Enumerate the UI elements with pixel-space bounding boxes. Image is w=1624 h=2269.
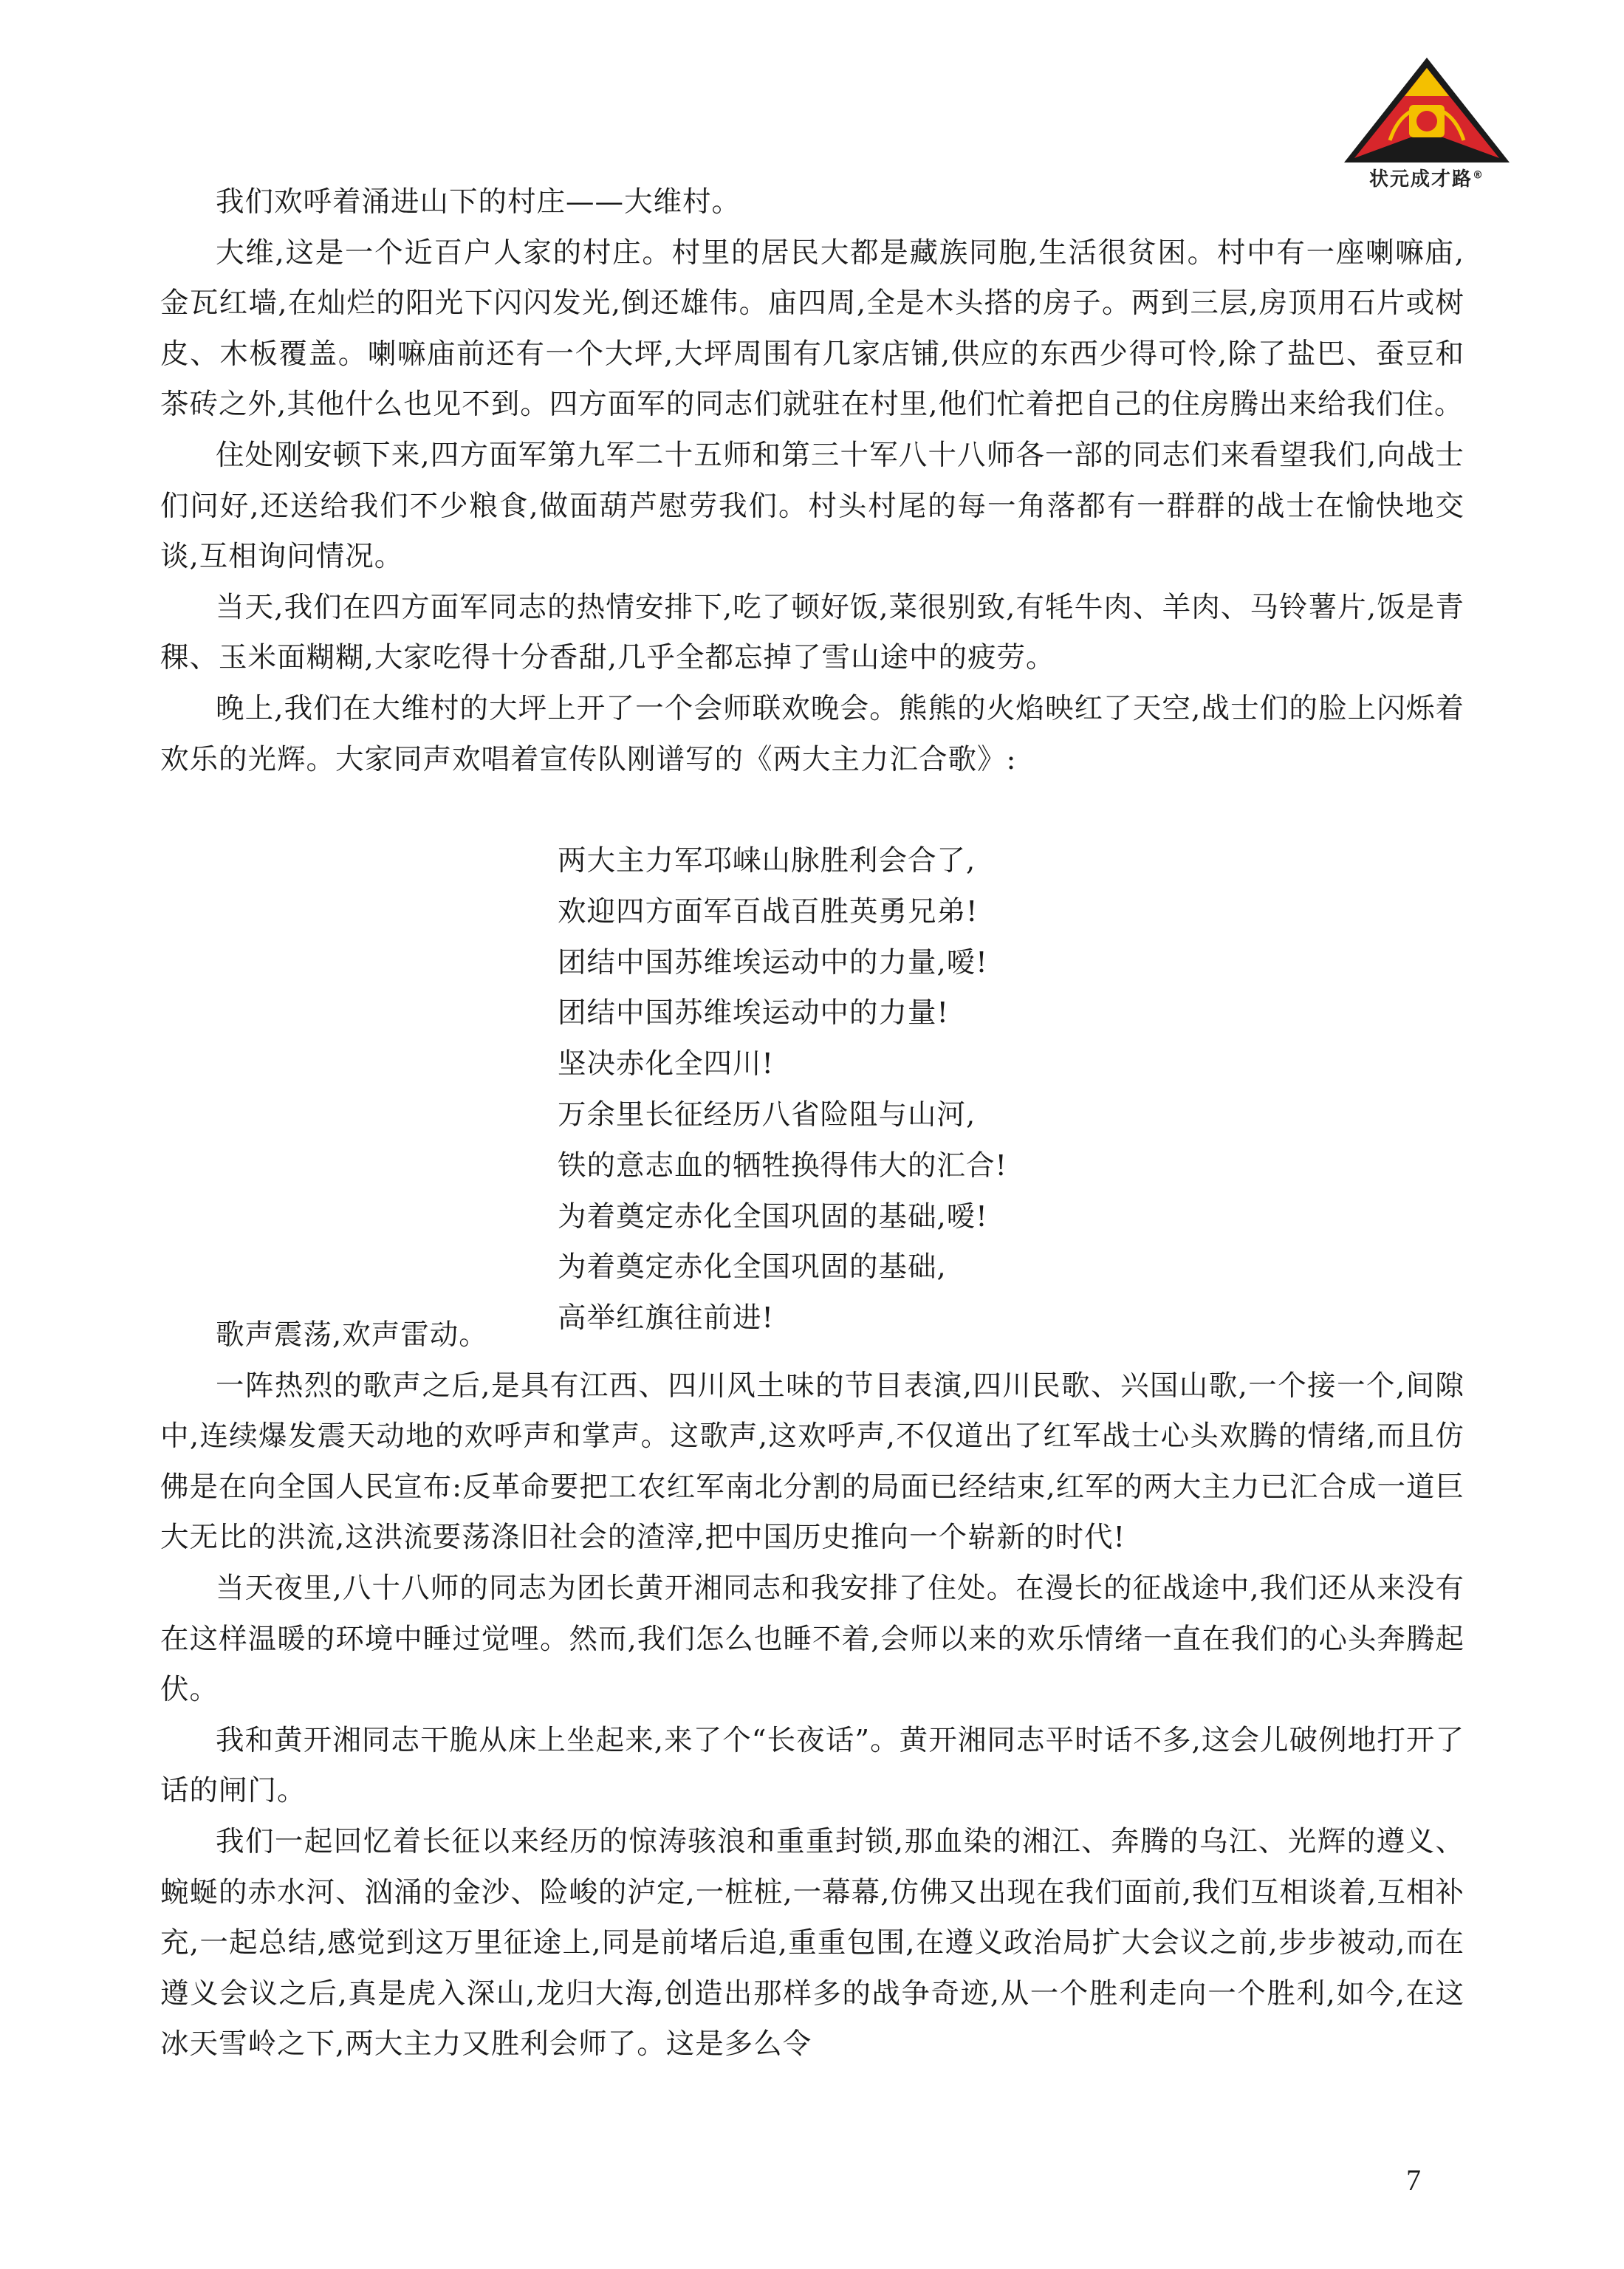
song-line: 坚决赤化全四川! [558, 1047, 774, 1081]
song-line: 两大主力军邛崃山脉胜利会合了, [558, 844, 976, 877]
song-line: 为着奠定赤化全国巩固的基础, [558, 1250, 947, 1284]
paragraph: 我和黄开湘同志干脆从床上坐起来,来了个“长夜话”。黄开湘同志平时话不多,这会儿破例地打开了话的闸门。 [160, 1723, 1464, 1808]
song-line: 万余里长征经历八省险阻与山河, [558, 1098, 976, 1132]
paragraph: 大维,这是一个近百户人家的村庄。村里的居民大都是藏族同胞,生活很贫困。村中有一座喇嘛庙,金瓦红墙,在灿烂的阳光下闪闪发光,倒还雄伟。庙四周,全是木头搭的房子。两到三层,房顶用石片或树皮、木板覆盖。喇嘛庙前还有一个大坪,大坪周围有几家店铺,供应的东西少得可怜,除了盐巴、蚕豆和茶砖之外,其他什么也见不到。四方面军的同志们就驻在村里,他们忙着把自己的住房腾出来给我们住。 [160, 236, 1464, 422]
paragraph: 一阵热烈的歌声之后,是具有江西、四川风土味的节目表演,四川民歌、兴国山歌,一个接一个,间隙中,连续爆发震天动地的欢呼声和掌声。这歌声,这欢呼声,不仅道出了红军战士心头欢腾的情绪,而且仿佛是在向全国人民宣布:反革命要把工农红军南北分割的局面已经结束,红军的两大主力已汇合成一道巨大无比的洪流,这洪流要荡涤旧社会的渣滓,把中国历史推向一个崭新的时代! [160, 1369, 1464, 1555]
paragraph: 歌声震荡,欢声雷动。 [216, 1318, 488, 1352]
paragraph: 我们一起回忆着长征以来经历的惊涛骇浪和重重封锁,那血染的湘江、奔腾的乌江、光辉的遵义、蜿蜒的赤水河、汹涌的金沙、险峻的泸定,一桩桩,一幕幕,仿佛又出现在我们面前,我们互相谈着,互相补充,一起总结,感觉到这万里征途上,同是前堵后追,重重包围,在遵义政治局扩大会议之前,步步被动,而在遵义会议之后,真是虎入深山,龙归大海,创造出那样多的战争奇迹,从一个胜利走向一个胜利,如今,在这冰天雪岭之下,两大主力又胜利会师了。这是多么令 [160, 1824, 1464, 2061]
paragraph: 晚上,我们在大维村的大坪上开了一个会师联欢晚会。熊熊的火焰映红了天空,战士们的脸上闪烁着欢乐的光辉。大家同声欢唱着宣传队刚谱写的《两大主力汇合歌》: [160, 691, 1464, 776]
song-lyrics [558, 836, 1007, 1344]
song-line: 团结中国苏维埃运动中的力量! [558, 996, 949, 1030]
paragraph: 当天,我们在四方面军同志的热情安排下,吃了顿好饭,菜很别致,有牦牛肉、羊肉、马铃薯片,饭是青稞、玉米面糊糊,大家吃得十分香甜,几乎全都忘掉了雪山途中的疲劳。 [160, 590, 1464, 675]
logo-text: 状元成才路® [1368, 168, 1484, 191]
paragraph: 我们欢呼着涌进山下的村庄——大维村。 [216, 185, 741, 219]
song-line: 欢迎四方面军百战百胜英勇兄弟! [558, 894, 979, 928]
paragraph: 住处刚安顿下来,四方面军第九军二十五师和第三十军八十八师各一部的同志们来看望我们,向战士们问好,还送给我们不少粮食,做面葫芦慰劳我们。村头村尾的每一角落都有一群群的战士在愉快地交谈,互相询问情况。 [160, 438, 1464, 574]
page-number: 7 [1406, 2163, 1421, 2197]
song-line: 团结中国苏维埃运动中的力量,嗳! [558, 945, 988, 979]
song-line: 铁的意志血的牺牲换得伟大的汇合! [558, 1149, 1007, 1183]
song-line: 为着奠定赤化全国巩固的基础,嗳! [558, 1199, 988, 1233]
paragraph: 当天夜里,八十八师的同志为团长黄开湘同志和我安排了住处。在漫长的征战途中,我们还从来没有在这样温暖的环境中睡过觉哩。然而,我们怎么也睡不着,会师以来的欢乐情绪一直在我们的心头奔腾起伏。 [160, 1571, 1464, 1707]
text-body-bottom [160, 1310, 1464, 2070]
logo-emblem-icon [1338, 52, 1515, 177]
text-body-top [160, 177, 1464, 785]
song-line: 高举红旗往前进! [558, 1301, 774, 1335]
